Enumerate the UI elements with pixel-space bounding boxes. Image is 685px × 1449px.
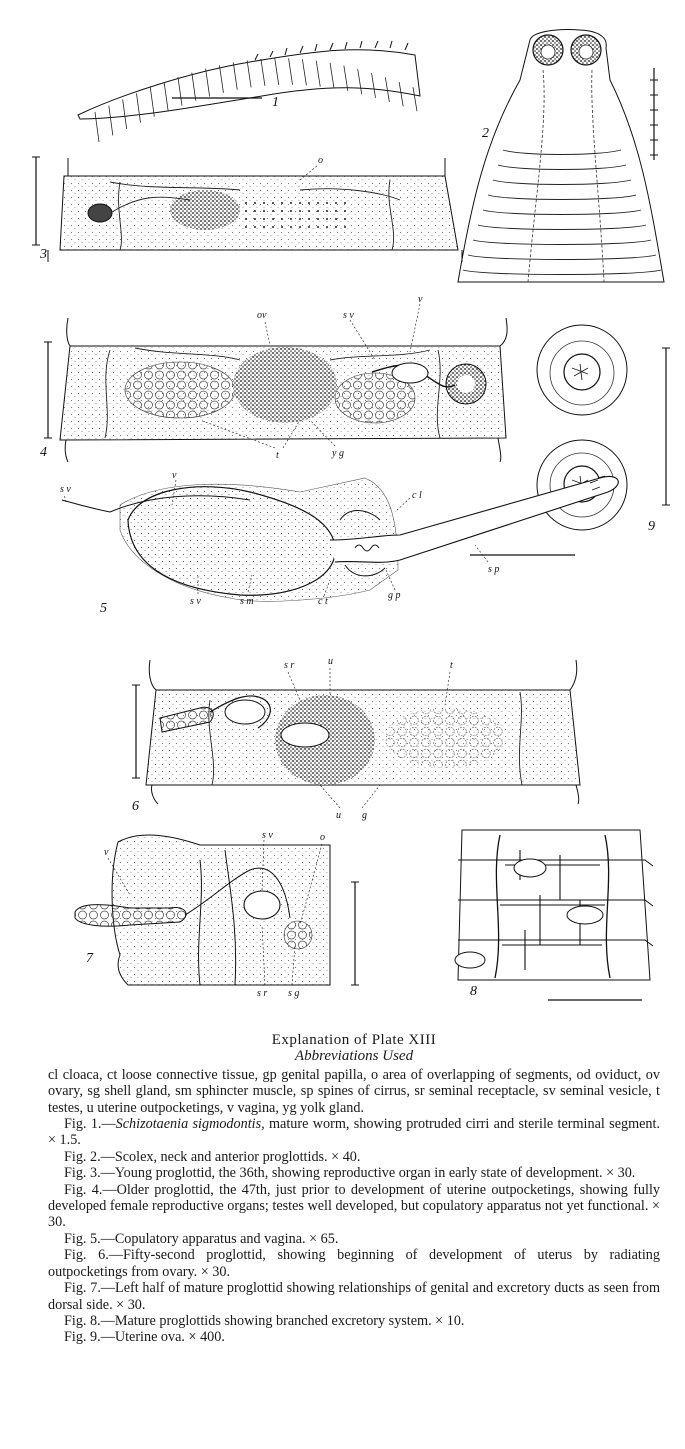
abbreviations-heading: Abbreviations Used — [294, 1048, 414, 1065]
caption-fig6: Fig. 6.—Fifty-second proglottid, showing beginning of development of uterus by radiating outpocketings from ovary. × 30. — [48, 1247, 660, 1280]
fig7-label-sg: s g — [288, 988, 300, 999]
explanation-text — [48, 1032, 660, 1346]
fig6-number: 6 — [132, 799, 139, 814]
fig6-fifty-second-proglottid-drawing — [132, 660, 580, 808]
fig5-label-sm: s m — [240, 596, 254, 607]
fig5-copulatory-apparatus-drawing — [62, 476, 618, 601]
abbreviations-paragraph: cl cloaca, ct loose connective tissue, gp genital papilla, o area of overlapping of segments, od oviduct, ov ovary, sg shell gland, sm sphincter muscle, sp spines of cirrus, sr seminal receptacle, sv seminal vesicle, t testes, u uterine outpocketings, v vagina, yg yolk gland. — [48, 1066, 660, 1116]
caption-fig5: Fig. 5.—Copulatory apparatus and vagina. × 65. — [64, 1230, 339, 1247]
caption-fig1 — [48, 1116, 660, 1149]
fig4-label-t: t — [276, 450, 279, 461]
fig7-label-o: o — [320, 832, 325, 843]
fig8-excretory-system-drawing — [455, 830, 653, 1000]
fig4-label-yg: y g — [332, 448, 344, 459]
fig1-worm-drawing — [78, 41, 420, 142]
fig5-number: 5 — [100, 601, 107, 616]
fig4-label-sv: s v — [343, 310, 354, 321]
fig7-label-sr: s r — [257, 988, 268, 999]
caption-fig3: Fig. 3.—Young proglottid, the 36th, showing reproductive organ in early state of development. × 30. — [64, 1165, 636, 1182]
fig5-label-v: v — [172, 470, 177, 481]
caption-fig7: Fig. 7.—Left half of mature proglottid showing relationships of genital and excretory ducts as seen from dorsal side. × 30. — [48, 1280, 660, 1313]
caption-fig1-text: mature worm, showing protruded cirri and sterile terminal segment. × 1.5. — [48, 1116, 660, 1149]
caption-fig9: Fig. 9.—Uterine ova. × 400. — [64, 1329, 225, 1346]
fig3-label-o: o — [318, 155, 323, 166]
fig3-number: 3 — [40, 247, 47, 262]
fig8-number: 8 — [470, 984, 477, 999]
fig5-label-gp: g p — [388, 590, 401, 601]
fig5-label-sv-top: s v — [60, 484, 71, 495]
fig7-label-sv: s v — [262, 830, 273, 841]
fig7-mature-proglottid-half-drawing — [75, 835, 359, 985]
fig6-label-sr: s r — [284, 660, 295, 671]
fig9-number: 9 — [648, 519, 655, 534]
fig5-label-sp: s p — [488, 564, 500, 575]
fig6-label-u-bottom: u — [336, 810, 341, 821]
fig6-label-t: t — [450, 660, 453, 671]
fig6-label-g: g — [362, 810, 367, 821]
fig4-older-proglottid-drawing — [44, 304, 507, 462]
caption-fig1-species: Schizotaenia sigmodontis, — [115, 1116, 265, 1133]
caption-fig4: Fig. 4.—Older proglottid, the 47th, just prior to development of uterine outpocketings, showing fully developed female reproductive organs; testes well developed, but copulatory apparatus not yet functional. × 30. — [48, 1181, 660, 1231]
fig5-label-ct: c t — [318, 596, 328, 607]
fig7-number: 7 — [86, 951, 93, 966]
caption-fig8: Fig. 8.—Mature proglottids showing branched excretory system. × 10. — [64, 1312, 465, 1329]
caption-fig2: Fig. 2.—Scolex, neck and anterior proglottids. × 40. — [64, 1148, 361, 1165]
fig2-scolex-drawing — [458, 29, 664, 282]
fig1-number: 1 — [272, 95, 279, 110]
fig3-young-proglottid-drawing — [32, 157, 462, 262]
fig6-label-u-top: u — [328, 656, 333, 667]
fig4-label-ov: ov — [257, 310, 267, 321]
caption-fig1-prefix: Fig. 1.— — [64, 1116, 116, 1133]
fig4-label-v: v — [418, 294, 423, 305]
fig7-label-v: v — [104, 847, 109, 858]
fig2-number: 2 — [482, 126, 489, 141]
fig5-label-sv-bottom: s v — [190, 596, 201, 607]
plate-heading: Explanation of Plate XIII — [271, 1032, 437, 1048]
fig5-label-cl: c l — [412, 490, 422, 501]
fig4-number: 4 — [40, 445, 47, 460]
